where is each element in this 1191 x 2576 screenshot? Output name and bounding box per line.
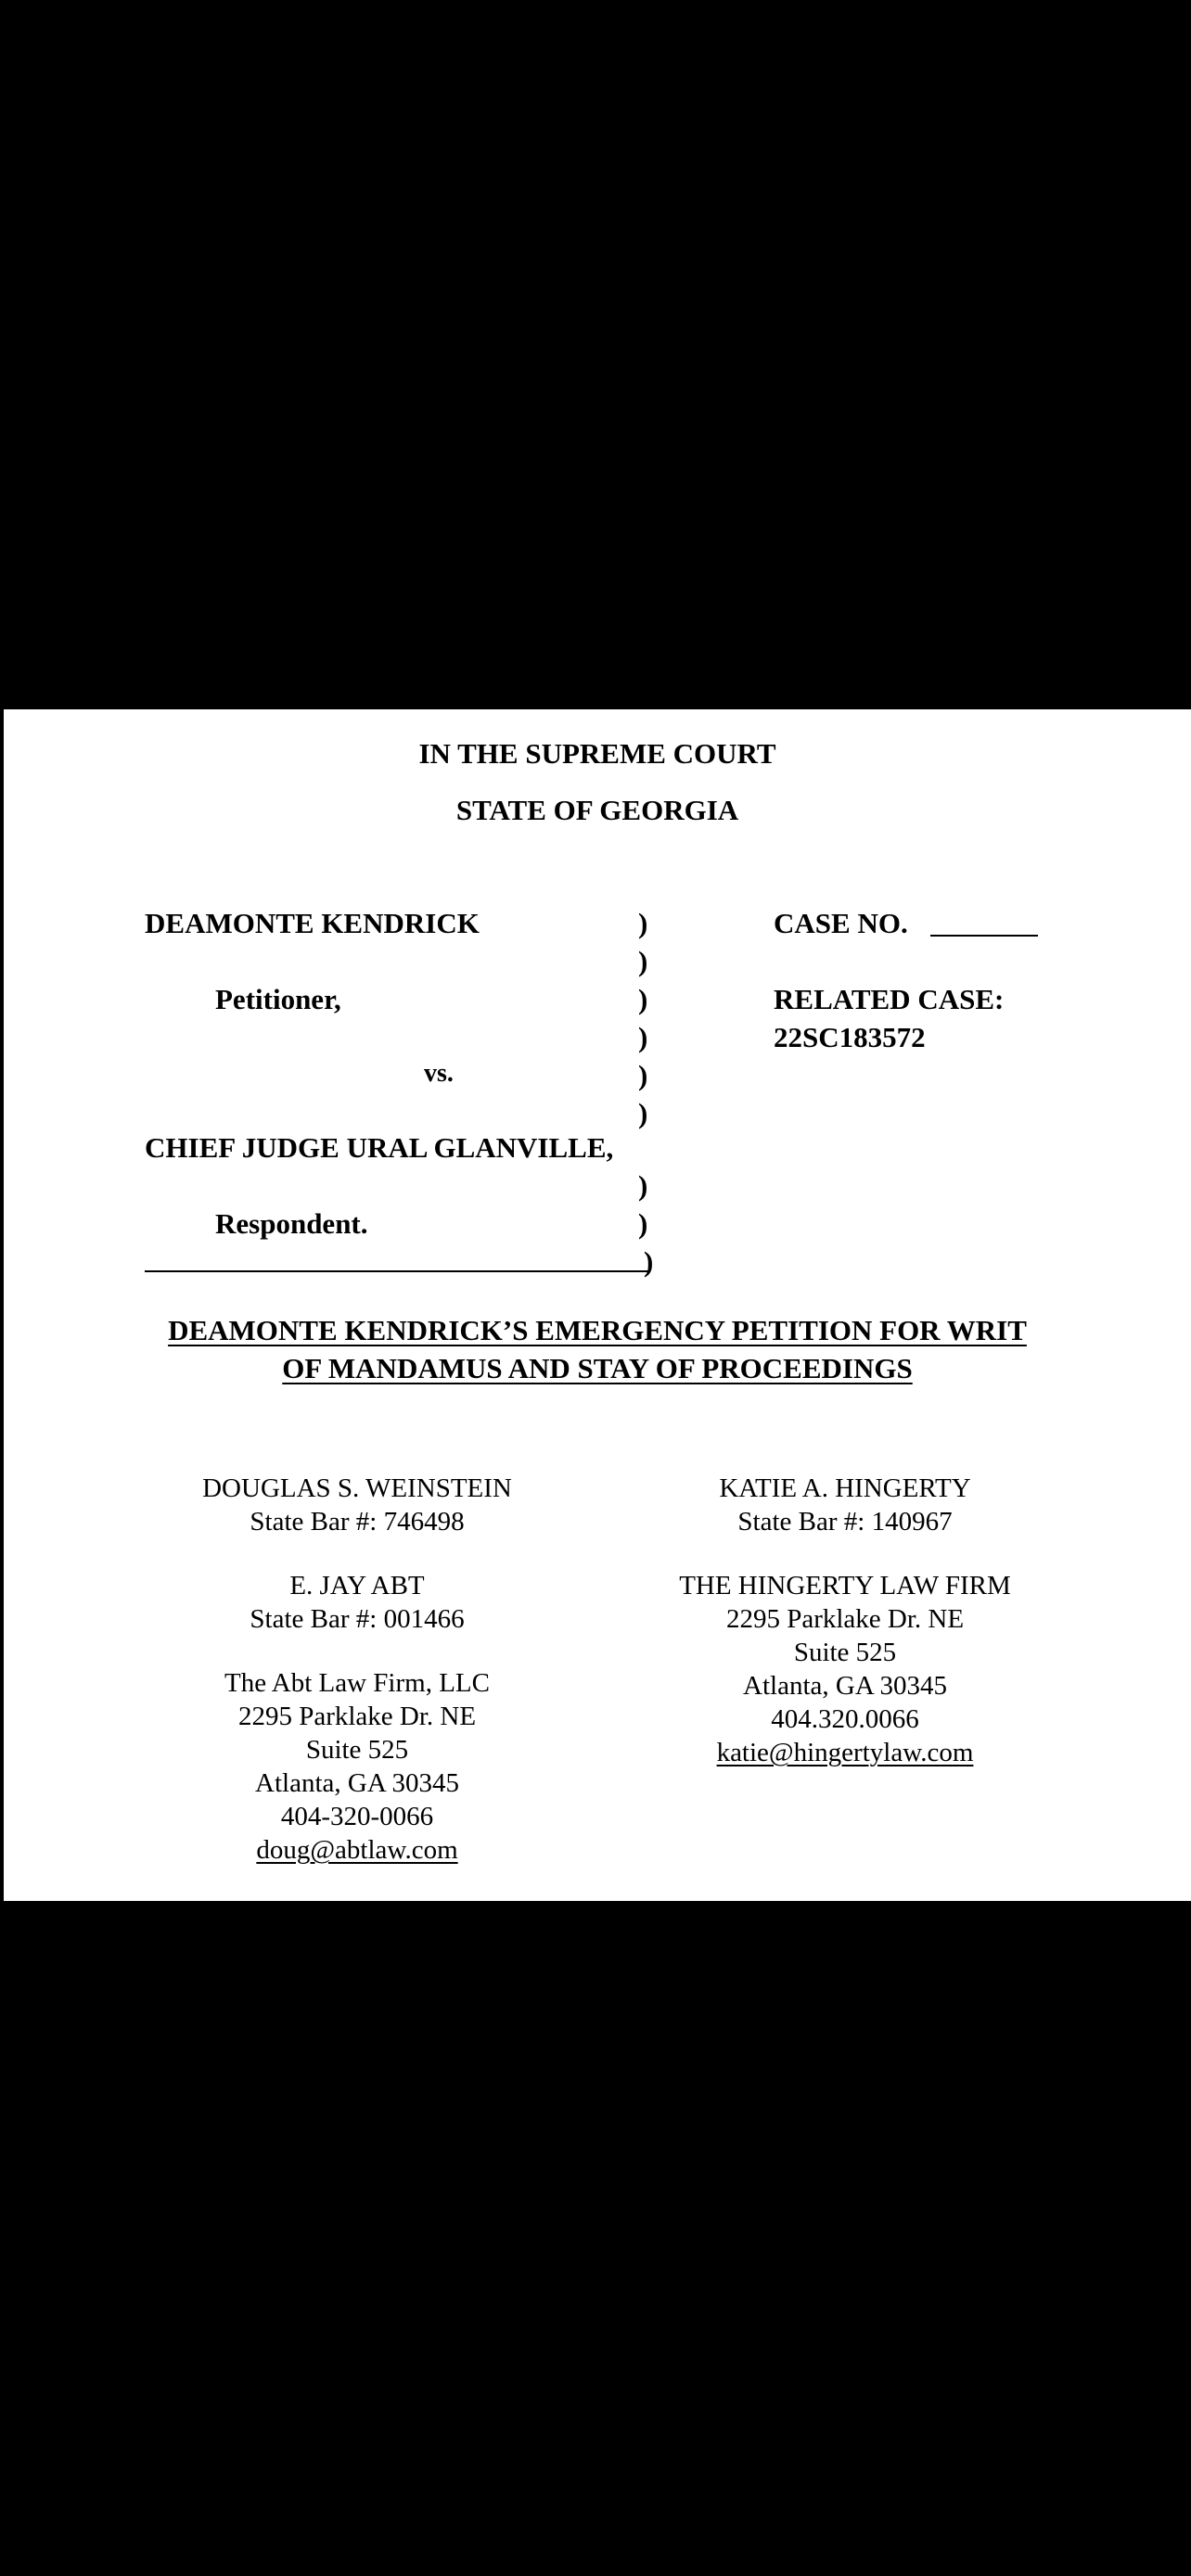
caption-paren: ) <box>638 1207 648 1240</box>
counsel-right-block <box>627 1472 1063 1538</box>
firm-suite: Suite 525 <box>305 1735 409 1765</box>
caption-paren: ) <box>644 1245 654 1278</box>
firm-city: Atlanta, GA 30345 <box>743 1671 947 1701</box>
counsel-right-address <box>627 1569 1063 1769</box>
attorney-name: E. JAY ABT <box>289 1571 425 1600</box>
caption-paren: ) <box>638 983 648 1015</box>
court-state: STATE OF GEORGIA <box>455 794 739 826</box>
attorney-name: DOUGLAS S. WEINSTEIN <box>202 1473 512 1503</box>
counsel-left-block-2 <box>139 1569 575 1636</box>
caption-paren: ) <box>638 1097 648 1129</box>
court-name: IN THE SUPREME COURT <box>418 737 776 770</box>
firm-city: Atlanta, GA 30345 <box>255 1768 459 1798</box>
related-case-number: 22SC183572 <box>774 1021 926 1053</box>
document-title-line1: DEAMONTE KENDRICK’S EMERGENCY PETITION FOR WRIT <box>168 1314 1027 1346</box>
related-case-label: RELATED CASE: <box>774 983 1005 1015</box>
caption-paren: ) <box>638 1059 648 1091</box>
firm-phone: 404.320.0066 <box>771 1704 919 1734</box>
caption-rule <box>145 1270 649 1272</box>
case-no-blank <box>930 935 1038 937</box>
attorney-bar-number: State Bar #: 001466 <box>250 1604 465 1634</box>
firm-street: 2295 Parklake Dr. NE <box>725 1604 965 1634</box>
caption-paren: ) <box>638 945 648 977</box>
versus-label: vs. <box>424 1059 454 1088</box>
counsel-left-address <box>139 1666 575 1867</box>
counsel-left-block <box>139 1472 575 1538</box>
firm-street: 2295 Parklake Dr. NE <box>237 1702 477 1731</box>
firm-phone: 404-320-0066 <box>280 1802 434 1831</box>
petitioner-name: DEAMONTE KENDRICK <box>145 907 480 939</box>
case-no-label: CASE NO. <box>774 907 908 939</box>
attorney-bar-number: State Bar #: 140967 <box>737 1507 953 1537</box>
firm-suite: Suite 525 <box>793 1638 897 1667</box>
petitioner-role: Petitioner, <box>215 983 341 1015</box>
caption-paren: ) <box>638 1169 648 1202</box>
respondent-role: Respondent. <box>215 1207 368 1240</box>
document-page <box>4 709 1191 1901</box>
attorney-bar-number: State Bar #: 746498 <box>250 1507 465 1537</box>
document-title-line2: OF MANDAMUS AND STAY OF PROCEEDINGS <box>282 1352 913 1384</box>
caption-paren: ) <box>638 907 648 939</box>
email-link[interactable]: katie@hingertylaw.com <box>716 1738 974 1767</box>
respondent-name: CHIEF JUDGE URAL GLANVILLE, <box>145 1131 614 1164</box>
caption-paren: ) <box>638 1021 648 1053</box>
firm-name: The Abt Law Firm, LLC <box>224 1668 490 1698</box>
email-link[interactable]: doug@abtlaw.com <box>256 1835 458 1865</box>
firm-name: THE HINGERTY LAW FIRM <box>679 1571 1011 1600</box>
attorney-name: KATIE A. HINGERTY <box>719 1473 971 1503</box>
